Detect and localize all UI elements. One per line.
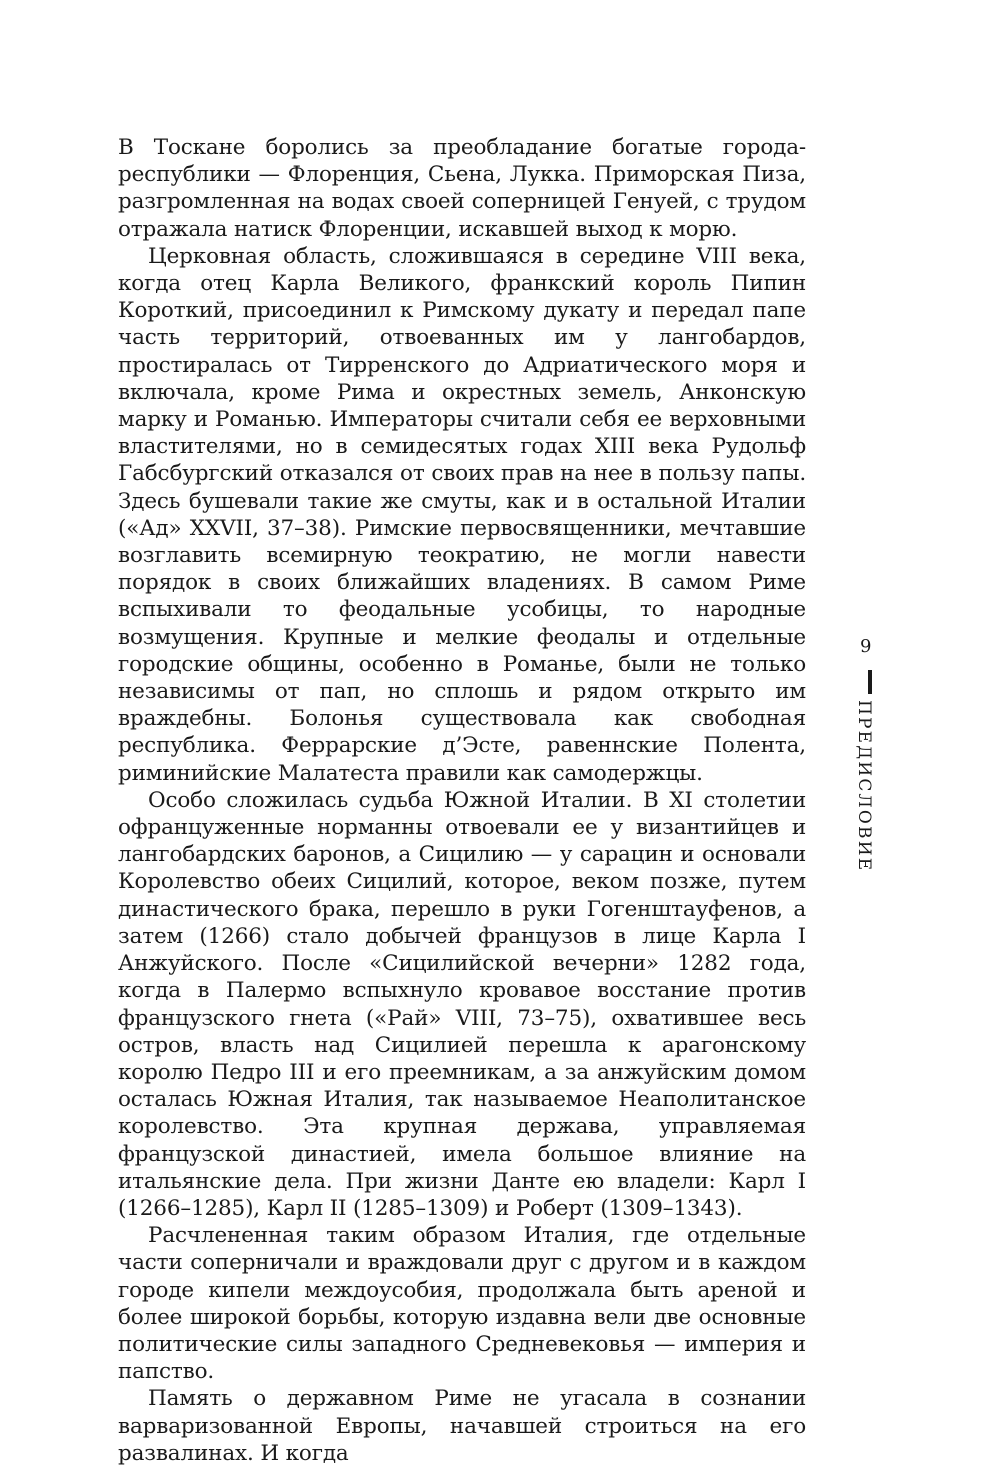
paragraph-tuscany: В Тоскане боролись за преобладание богатые города-республики — Флоренция, Сьена, Лукка. Приморская Пиза, разгромленная на водах своей соперницей Генуей, с трудом отражала натиск Флоренции, искавшей выход к морю. [118, 135, 806, 242]
body-text [118, 134, 806, 1467]
paragraph-papal-states: Церковная область, сложившаяся в середине VIII века, когда отец Карла Великого, франкский король Пипин Короткий, присоединил к Римскому дукату и передал папе часть территорий, отвоеванных им у лангобардов, простиралась от Тирренского до Адриатического моря и включала, кроме Рима и окрестных земель, Анконскую марку и Романью. Императоры считали себя ее верховными властителями, но в семидесятых годах XIII века Рудольф Габсбургский отказался от своих прав на нее в пользу папы. Здесь бушевали такие же смуты, как и в остальной Италии («Ад» XXVII, 37–38). Римские первосвященники, мечтавшие возглавить всемирную теократию, не могли навести порядок в своих ближайших владениях. В самом Риме вспыхивали то феодальные усобицы, то народные возмущения. Крупные и мелкие феодалы и отдельные городские общины, особенно в Романье, были не только независимы от пап, но сплошь и рядом открыто им враждебны. Болонья существовала как свободная республика. Феррарские д’Эсте, равеннские Полента, риминийские Малатеста правили как самодержцы. [118, 243, 806, 786]
paragraph-divided-italy: Расчлененная таким образом Италия, где отдельные части соперничали и враждовали друг с другом и в каждом городе кипели междоусобия, продолжала быть ареной и более широкой борьбы, которую издавна вели две основные политические силы западного Средневековья — империя и папство. [118, 1223, 806, 1385]
paragraph-memory-of-rome: Память о державном Риме не угасала в сознании варваризованной Европы, начавшей строиться на его развалинах. И когда [118, 1386, 806, 1466]
page-number: 9 [860, 636, 872, 657]
running-head: ПРЕДИСЛОВИЕ [854, 700, 874, 873]
margin-rule [868, 670, 872, 694]
paragraph-southern-italy: Особо сложилась судьба Южной Италии. В XI столетии офранцуженные норманны отвоевали ее у византийцев и лангобардских баронов, а Сицилию — у сарацин и основали Королевство обеих Сицилий, которое, веком позже, путем династического брака, перешло в руки Гогенштауфенов, а затем (1266) стало добычей французов в лице Карла I Анжуйского. После «Сицилийской вечерни» 1282 года, когда в Палермо вспыхнуло кровавое восстание против французского гнета («Рай» VIII, 73–75), охватившее весь остров, власть над Сицилией перешла к арагонскому королю Педро III и его преемникам, а за анжуйским домом осталась Южная Италия, так называемое Неаполитанское королевство. Эта крупная держава, управляемая французской династией, имела большое влияние на итальянские дела. При жизни Данте ею владели: Карл I (1266–1285), Карл II (1285–1309) и Роберт (1309–1343). [118, 787, 806, 1221]
margin-column [848, 630, 898, 873]
